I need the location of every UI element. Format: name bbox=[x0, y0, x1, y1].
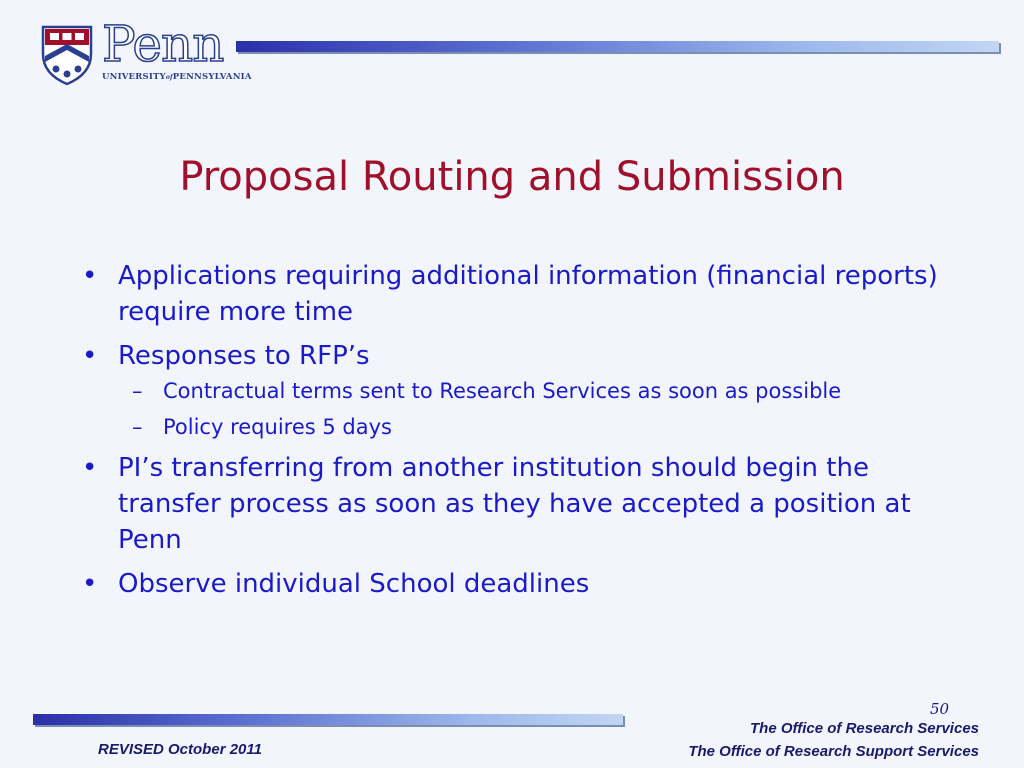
bullet-marker: • bbox=[82, 261, 98, 291]
bullet-item bbox=[80, 566, 960, 602]
sub-bullet-text: Contractual terms sent to Research Services as soon as possible bbox=[163, 379, 842, 403]
bullet-item bbox=[80, 258, 960, 330]
bullet-item bbox=[80, 338, 960, 442]
bullet-marker: • bbox=[82, 341, 98, 371]
bullet-text: Applications requiring additional information (financial reports) require more time bbox=[118, 261, 938, 327]
sub-bullet-item bbox=[118, 376, 960, 406]
logo-subline-of: of bbox=[165, 74, 173, 81]
sub-bullet-item bbox=[118, 412, 960, 442]
footer-gradient-bar bbox=[33, 714, 623, 725]
bullet-list bbox=[80, 258, 960, 610]
bullet-text: Responses to RFP’s bbox=[118, 341, 370, 371]
bullet-text: Observe individual School deadlines bbox=[118, 569, 590, 599]
page-number: 50 bbox=[930, 700, 950, 718]
logo-subline-pennsylvania: PENNSYLVANIA bbox=[172, 72, 252, 82]
bullet-marker: • bbox=[82, 569, 98, 599]
logo-subline bbox=[102, 72, 252, 82]
sub-bullet-list bbox=[118, 376, 960, 442]
bullet-item bbox=[80, 450, 960, 558]
sub-bullet-marker: – bbox=[132, 379, 143, 403]
bullet-text: PI’s transferring from another institution should begin the transfer process as soon as they have accepted a position at Penn bbox=[118, 453, 911, 555]
sub-bullet-marker: – bbox=[132, 415, 143, 439]
office-name-research-support-services: The Office of Research Support Services bbox=[688, 743, 979, 760]
sub-bullet-text: Policy requires 5 days bbox=[163, 415, 392, 439]
revised-date: REVISED October 2011 bbox=[98, 741, 262, 758]
header-gradient-bar bbox=[236, 41, 999, 52]
penn-logo bbox=[40, 15, 252, 88]
logo-subline-university: UNIVERSITY bbox=[102, 72, 166, 82]
penn-wordmark: Penn bbox=[102, 15, 224, 73]
penn-shield-icon bbox=[40, 24, 94, 86]
slide-title: Proposal Routing and Submission bbox=[179, 154, 845, 200]
bullet-marker: • bbox=[82, 453, 98, 483]
office-name-research-services: The Office of Research Services bbox=[750, 720, 979, 737]
